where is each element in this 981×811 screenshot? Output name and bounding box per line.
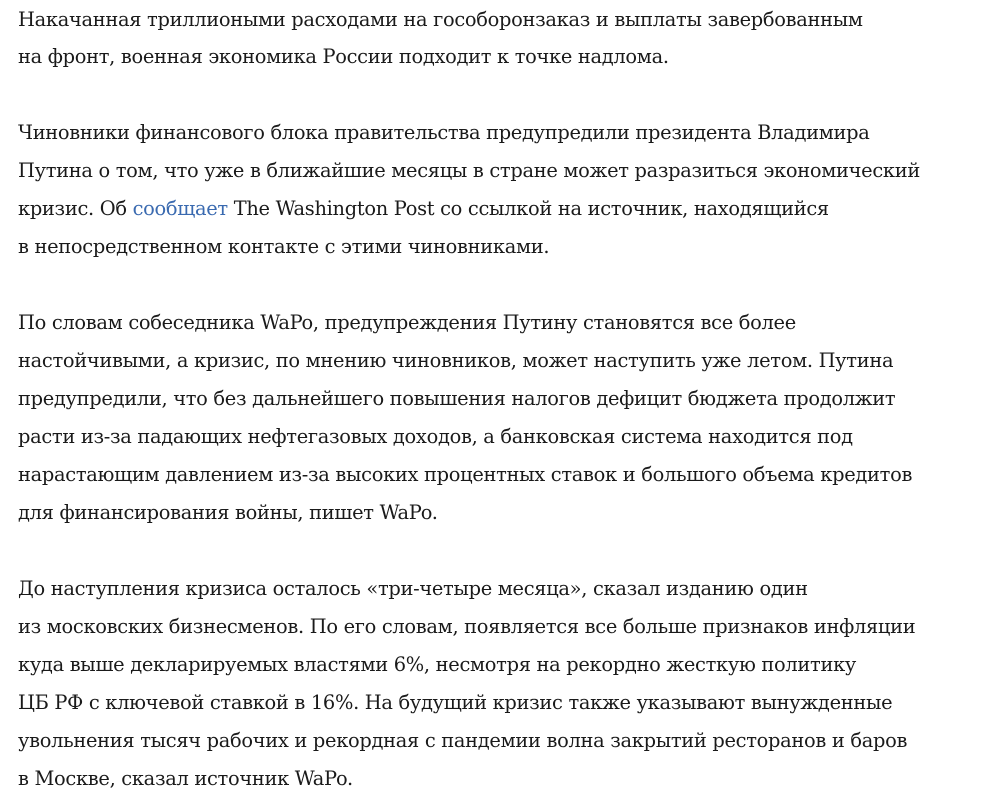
paragraph-warning: [18, 114, 973, 266]
text-line: из московских бизнесменов. По его словам, появляется все больше признаков инфляции: [18, 615, 916, 638]
text-line: По словам собеседника WaPo, предупреждения Путину становятся все более: [18, 311, 796, 334]
text-line: предупредили, что без дальнейшего повышения налогов дефицит бюджета продолжит: [18, 387, 896, 410]
text-line: До наступления кризиса осталось «три-четыре месяца», сказал изданию один: [18, 577, 808, 600]
text-line: нарастающим давлением из-за высоких процентных ставок и большого объема кредитов: [18, 463, 913, 486]
text-line: куда выше декларируемых властями 6%, несмотря на рекордно жесткую политику: [18, 653, 857, 676]
paragraph-business: [18, 570, 973, 798]
text-fragment: кризис. Об: [18, 197, 133, 220]
text-line: Накачанная триллиоными расходами на гособоронзаказ и выплаты завербованным: [18, 8, 863, 31]
text-line: расти из-за падающих нефтегазовых доходов, а банковская система находится под: [18, 425, 853, 448]
paragraph-gap: [18, 266, 973, 304]
text-fragment: The Washington Post со ссылкой на источник, находящийся: [227, 197, 829, 220]
source-link[interactable]: сообщает: [132, 197, 228, 220]
text-line: в Москве, сказал источник WaPo.: [18, 767, 353, 790]
paragraph-gap: [18, 76, 973, 114]
text-line-with-link: [18, 190, 973, 228]
text-line: Чиновники финансового блока правительства предупредили президента Владимира: [18, 121, 870, 144]
text-line: ЦБ РФ с ключевой ставкой в 16%. На будущий кризис также указывают вынужденные: [18, 691, 893, 714]
text-line: в непосредственном контакте с этими чиновниками.: [18, 235, 550, 258]
text-line: для финансирования войны, пишет WaPo.: [18, 501, 438, 524]
text-line: увольнения тысяч рабочих и рекордная с пандемии волна закрытий ресторанов и баров: [18, 729, 908, 752]
paragraph-details: [18, 304, 973, 532]
article-body: [18, 0, 973, 798]
text-line: Путина о том, что уже в ближайшие месяцы в стране может разразиться экономический: [18, 159, 920, 182]
text-line: настойчивыми, а кризис, по мнению чиновников, может наступить уже летом. Путина: [18, 349, 894, 372]
text-line: на фронт, военная экономика России подходит к точке надлома.: [18, 45, 669, 68]
paragraph-intro: [18, 0, 973, 76]
paragraph-gap: [18, 532, 973, 570]
